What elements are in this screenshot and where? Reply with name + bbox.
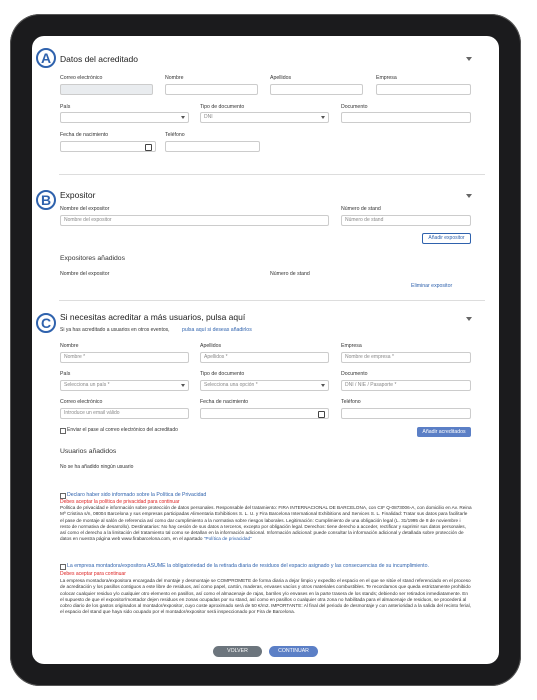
multi-telefono-label: Teléfono (341, 399, 361, 405)
add-acreditados-button[interactable]: Añadir acreditados (417, 427, 471, 437)
tipo-value: Selecciona una opción * (204, 382, 258, 388)
tipo-doc-label: Tipo de documento (200, 104, 245, 110)
privacy-error: Debes aceptar la política de privacidad para continuar (60, 499, 180, 505)
datos-title: Datos del acreditado (60, 54, 138, 64)
multi-tipo-label: Tipo de documento (200, 371, 245, 377)
send-pass-checkbox[interactable] (60, 428, 66, 434)
calendar-icon[interactable] (318, 411, 325, 418)
col-nombre-expositor: Nombre del expositor (60, 271, 110, 277)
multi-doc-input[interactable]: DNI / NIE / Pasaporte * (341, 380, 471, 391)
tipo-doc-value: DNI (204, 114, 213, 120)
continue-button[interactable]: CONTINUAR (269, 646, 318, 657)
multi-pais-label: País (60, 371, 71, 377)
multi-empresa-input[interactable]: Nombre de empresa * (341, 352, 471, 363)
apellidos-field[interactable] (270, 84, 363, 95)
email-field[interactable] (60, 84, 153, 95)
select-arrow-icon (181, 116, 185, 119)
expositores-added-title: Expositores añadidos (60, 255, 125, 262)
waste-checkbox[interactable] (60, 564, 66, 570)
multi-fecha-input[interactable] (200, 408, 329, 419)
section-a-badge: A (36, 48, 56, 68)
stand-label: Número de stand (341, 206, 381, 212)
telefono-label: Teléfono (165, 132, 185, 138)
add-expositor-button[interactable]: Añadir expositor (422, 233, 471, 244)
select-arrow-icon (181, 384, 185, 387)
multi-nombre-label: Nombre (60, 343, 79, 349)
multi-title[interactable]: Si necesitas acreditar a más usuarios, pulsa aquí (60, 312, 246, 322)
section-c-badge: C (36, 313, 56, 333)
multi-email-input[interactable]: Introduce un email válido (60, 408, 189, 419)
multi-tipo-select[interactable] (200, 380, 329, 391)
pais-select[interactable] (60, 112, 189, 123)
col-stand: Número de stand (270, 271, 310, 277)
select-arrow-icon (321, 384, 325, 387)
email-label: Correo electrónico (60, 75, 103, 81)
multi-apellidos-label: Apellidos (200, 343, 222, 349)
multi-email-label: Correo electrónico (60, 399, 103, 405)
divider (59, 174, 485, 175)
expositor-nombre-label: Nombre del expositor (60, 206, 110, 212)
privacy-text (60, 505, 472, 543)
waste-check-label[interactable]: La empresa montadora/expositora ASUME la obligatoriedad de la retirada diaria de residuos del espacio asignado y las consecuencias de su incumplimiento. (67, 563, 429, 569)
fecha-label: Fecha de nacimiento (60, 132, 109, 138)
calendar-icon[interactable] (145, 144, 152, 151)
waste-text: La empresa montadora/expositora encargada del montaje y desmontaje se COMPROMETE de forma diaria a dejar limpio y expedito el espacio en el que se sitúe el stand referenciado en el proceso de acreditación y los pasillos contiguos a este libre de residuos, así como papel, cartón, maderas, envases vacíos y otros materiales combustibles. Te recordamos que queda estrictamente prohibido colocar cualquier residuo y/o cualquier otro elemento en pasillos, así como el almacenaje de rajas, barriles y/o envases en la parte trasera de los stands; debiendo ser retirados inmediatamente. En el supuesto de que el expositor/montador dejen residuos en zonas ocupadas por su stand, así como en pasillos o cualquier otra zona no habilitada para el almacenaje de residuos, se procederá al cobro diario de los gastos originados al montador/expositor, cuyo coste aproximado será de 50 €/m2. IMPORTANTE: Al final del periodo de desmontaje y con anterioridad a la salida del recinto ferial, el espacio del stand que haya sido ocupado por el montador/expositor será inspeccionado por Fira de Barcelona. (60, 578, 471, 615)
telefono-field[interactable] (165, 141, 260, 152)
empresa-label: Empresa (376, 75, 397, 81)
multi-telefono-input[interactable] (341, 408, 471, 419)
multi-empresa-label: Empresa (341, 343, 362, 349)
chevron-down-icon[interactable] (466, 57, 472, 61)
multi-apellidos-input[interactable]: Apellidos * (200, 352, 329, 363)
add-previous-users-link[interactable]: pulsa aquí si deseas añadirlos (182, 327, 252, 333)
pais-value: Selecciona un país * (64, 382, 110, 388)
chevron-down-icon[interactable] (466, 194, 472, 198)
apellidos-label: Apellidos (270, 75, 292, 81)
multi-info-text: Si ya has acreditado a usuarios en otros eventos, (60, 327, 170, 333)
section-b-badge: B (36, 190, 56, 210)
stand-input[interactable]: Número de stand (341, 215, 471, 226)
multi-nombre-input[interactable]: Nombre * (60, 352, 189, 363)
chevron-down-icon[interactable] (466, 317, 472, 321)
fecha-field[interactable] (60, 141, 156, 152)
select-arrow-icon (321, 116, 325, 119)
pais-label: País (60, 104, 71, 110)
tipo-doc-select[interactable] (200, 112, 329, 123)
multi-fecha-label: Fecha de nacimiento (200, 399, 249, 405)
documento-label: Documento (341, 104, 368, 110)
waste-error: Debes aceptar para continuar (60, 571, 126, 577)
send-pass-label: Enviar el pase al correo electrónico del acreditado (67, 427, 178, 433)
privacy-policy-link[interactable]: "Política de privacidad" (203, 536, 252, 542)
expositor-nombre-input[interactable]: Nombre del expositor (60, 215, 329, 226)
multi-doc-label: Documento (341, 371, 368, 377)
multi-pais-select[interactable] (60, 380, 189, 391)
empresa-field[interactable] (376, 84, 471, 95)
expositor-title: Expositor (60, 190, 96, 200)
nombre-label: Nombre (165, 75, 184, 81)
nombre-field[interactable] (165, 84, 258, 95)
tablet-frame (10, 14, 521, 686)
no-users-text: No se ha añadido ningún usuario (60, 464, 134, 470)
remove-expositor-link[interactable]: Eliminar expositor (411, 283, 453, 289)
divider (59, 300, 485, 301)
back-button[interactable]: VOLVER (213, 646, 262, 657)
privacy-body: Política de privacidad e información sobre protección de datos personales. Responsable del tratamiento: FIRA INTERNACIONAL DE BARCELONA, con CIF Q-0873006-A, con domicilio en Av. Reina Mª Cristina s/n, 08004 Barcelona y sus empresas participadas Alimentaria Exhibitions S. L. U. y Fira Barcelona International Exhibitions and Services S. L. Finalidad: Tratar sus datos para facilitarle el pase de montaje al salón de referencia así como dar cumplimiento a la normativa sobre riesgos laborales. Legitimación: Cumplimiento de una obligación legal (L. 31/1995 de 8 de noviembre i resto de normativa de desarrollo). Destinatarios: No hay cesión de sus datos a terceros, excepto por obligación legal. Derechos: tiene derecho a acceder, rectificar y suprimir sus datos personales, así como el derecho a la limitación del tratamiento tal como se detallan en la información adicional. Información adicional: puede consultar la información adicional y detallada sobre protección de datos en nuestra página web www.firabarcelona.com, en el apartado (60, 505, 472, 542)
form-screen (32, 36, 499, 664)
documento-field[interactable] (341, 112, 471, 123)
usuarios-added-title: Usuarios añadidos (60, 448, 117, 455)
privacy-check-label[interactable]: Declaro haber sido informado sobre la Política de Privacidad (67, 492, 207, 498)
